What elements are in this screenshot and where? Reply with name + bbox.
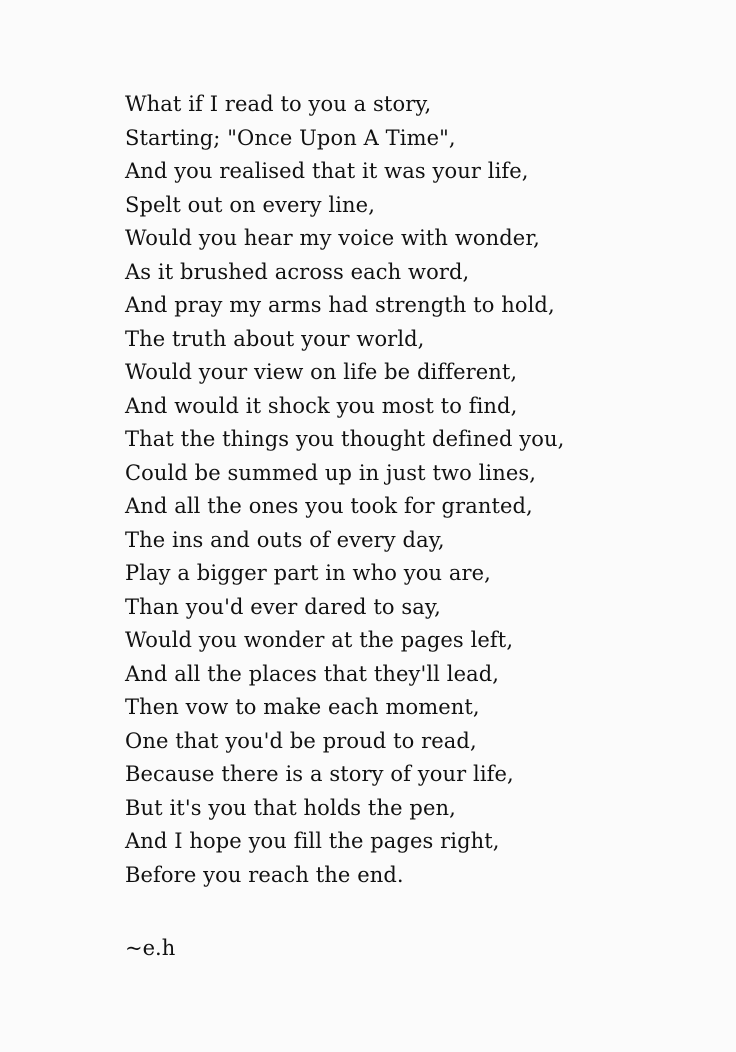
poem-line: Then vow to make each moment, [125,695,480,719]
poem-line: As it brushed across each word, [125,259,470,284]
poem-line: Would you hear my voice with wonder, [125,226,540,250]
poem-line: What if I read to you a story, [125,92,432,116]
poem-line: Could be summed up in just two lines, [125,460,537,485]
poem-line: And I hope you fill the pages right, [125,829,500,853]
poem-line: And would it shock you most to find, [125,393,518,418]
poem-line: Than you'd ever dared to say, [125,594,441,619]
poem-line: The ins and outs of every day, [125,527,445,552]
poem-line: And pray my arms had strength to hold, [125,293,555,317]
poem-line: And all the places that they'll lead, [125,661,500,686]
poem-line: Would you wonder at the pages left, [125,628,514,652]
poem-line: That the things you thought defined you, [125,427,565,451]
poem-line: Play a bigger part in who you are, [125,561,491,585]
author-signature: ~e.h [125,936,176,960]
poem-line: One that you'd be proud to read, [125,728,477,753]
poem-line: And you realised that it was your life, [125,159,529,183]
poem-text [125,88,564,892]
poem-line: The truth about your world, [125,326,425,351]
poem-line: But it's you that holds the pen, [125,795,456,820]
poem-line: Because there is a story of your life, [125,762,514,786]
poem-line: Before you reach the end. [125,862,404,887]
poem-line: And all the ones you took for granted, [125,494,533,518]
poem-line: Starting; "Once Upon A Time", [125,125,456,150]
poem-line: Would your view on life be different, [125,360,518,384]
poem-line: Spelt out on every line, [125,192,375,217]
